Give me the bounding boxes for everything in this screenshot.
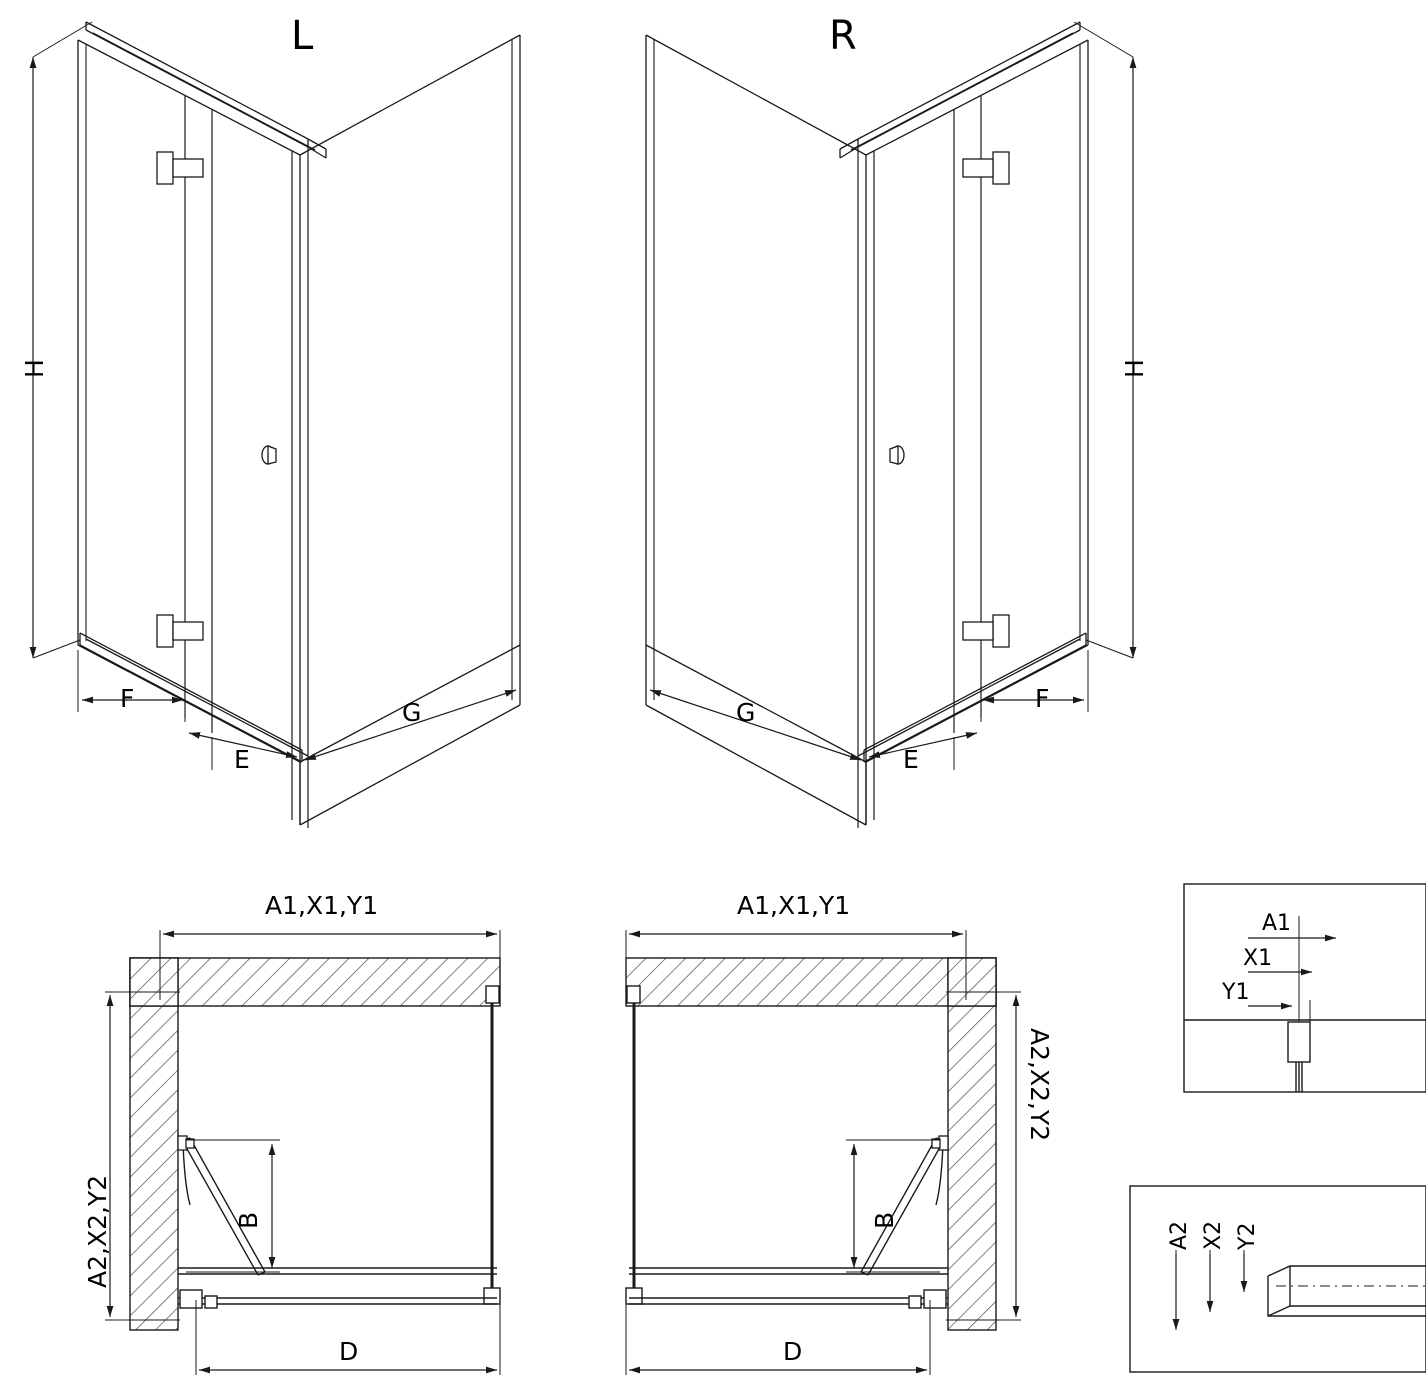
plan-right-top-dim: A1,X1,Y1 — [737, 891, 851, 920]
dim-e-right: E — [903, 745, 919, 774]
plan-left-b-dim: B — [234, 1211, 263, 1229]
plan-left-d-dim: D — [339, 1337, 359, 1366]
detail-bottom-x2: X2 — [1201, 1220, 1226, 1250]
plan-view-left — [105, 930, 500, 1375]
iso-view-right — [646, 22, 1133, 828]
plan-right-side-dim: A2,X2,Y2 — [1025, 1028, 1054, 1142]
plan-left-top-dim: A1,X1,Y1 — [265, 891, 379, 920]
dim-h-right: H — [1120, 359, 1149, 378]
dim-g-right: G — [736, 698, 756, 727]
plan-left-side-dim: A2,X2,Y2 — [83, 1174, 112, 1288]
dim-g-left: G — [402, 698, 422, 727]
dim-e-left: E — [234, 745, 250, 774]
detail-top-y1: Y1 — [1222, 980, 1250, 1005]
detail-view-bottom — [1130, 1186, 1426, 1372]
dim-h-left: H — [20, 359, 49, 378]
iso-view-left — [33, 22, 520, 828]
dim-f-left: F — [120, 684, 135, 713]
detail-top-x1: X1 — [1243, 946, 1273, 971]
view-title-left: L — [291, 13, 314, 59]
plan-view-right — [626, 930, 1021, 1375]
detail-bottom-y2: Y2 — [1235, 1222, 1260, 1250]
detail-view-top — [1184, 884, 1426, 1092]
detail-top-a1: A1 — [1262, 911, 1292, 936]
dim-f-right: F — [1035, 684, 1050, 713]
plan-right-d-dim: D — [783, 1337, 803, 1366]
view-title-right: R — [829, 13, 857, 59]
plan-right-b-dim: B — [870, 1211, 899, 1229]
detail-bottom-a2: A2 — [1167, 1220, 1192, 1250]
